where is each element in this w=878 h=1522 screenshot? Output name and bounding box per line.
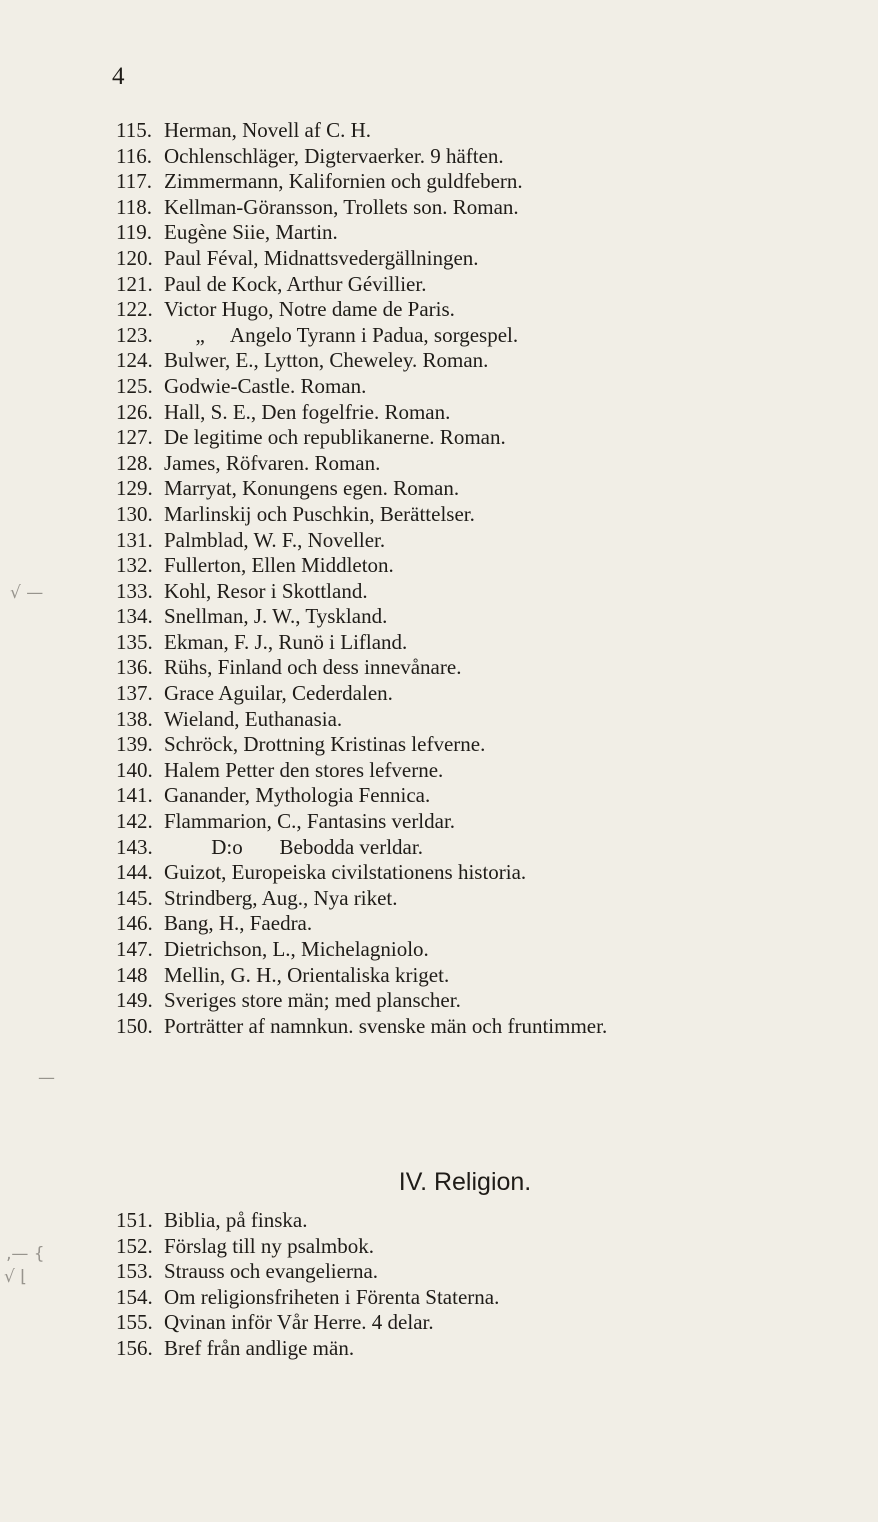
catalog-entry bbox=[0, 579, 878, 605]
entry-title: Zimmermann, Kalifornien och guldfebern. bbox=[164, 169, 523, 194]
catalog-entry bbox=[0, 476, 878, 502]
entry-title: Herman, Novell af C. H. bbox=[164, 118, 372, 142]
margin-mark: — bbox=[38, 1068, 55, 1088]
entry-number: 126. bbox=[116, 399, 153, 424]
entry-title: Bulwer, E., Lytton, Cheweley. Roman. bbox=[164, 348, 489, 373]
entry-title: Biblia, på finska. bbox=[164, 1208, 308, 1232]
catalog-entry bbox=[0, 272, 878, 298]
entry-title: Guizot, Europeiska civilstationens historia. bbox=[164, 860, 527, 885]
entry-number: 138. bbox=[116, 706, 153, 731]
catalog-entry bbox=[0, 323, 878, 349]
entry-number: 143. bbox=[116, 834, 153, 859]
entry-title: Qvinan inför Vår Herre. 4 delar. bbox=[164, 1310, 434, 1335]
catalog-entry bbox=[0, 1014, 878, 1040]
catalog-entry bbox=[0, 374, 878, 400]
entry-number: 148 bbox=[116, 962, 148, 987]
entry-title: Om religionsfriheten i Förenta Staterna. bbox=[164, 1284, 500, 1309]
catalog-entry bbox=[0, 118, 878, 144]
entry-title: Paul Féval, Midnattsvedergällningen. bbox=[164, 245, 479, 270]
catalog-entry bbox=[0, 553, 878, 579]
catalog-entry bbox=[0, 348, 878, 374]
entry-title: Sveriges store män; med planscher. bbox=[164, 988, 461, 1013]
catalog-entry bbox=[0, 195, 878, 221]
entry-number: 145. bbox=[116, 885, 153, 910]
entry-title: Godwie-Castle. Roman. bbox=[164, 373, 367, 398]
entry-number: 123. bbox=[116, 322, 153, 347]
entry-title: Kohl, Resor i Skottland. bbox=[164, 578, 368, 603]
catalog-entry bbox=[0, 783, 878, 809]
page-number: 4 bbox=[112, 63, 125, 90]
entry-number: 142. bbox=[116, 809, 153, 834]
entry-title: James, Röfvaren. Roman. bbox=[164, 450, 381, 475]
entry-number: 127. bbox=[116, 425, 153, 450]
entry-title: Schröck, Drottning Kristinas lefverne. bbox=[164, 732, 486, 757]
entry-number: 135. bbox=[116, 629, 153, 654]
entry-number: 134. bbox=[116, 604, 153, 629]
catalog-entry bbox=[0, 451, 878, 477]
entry-number: 147. bbox=[116, 937, 153, 961]
entry-number: 125. bbox=[116, 373, 153, 398]
entry-title: Förslag till ny psalmbok. bbox=[164, 1233, 374, 1258]
entry-number: 141. bbox=[116, 783, 153, 808]
catalog-list-novels bbox=[0, 118, 878, 1039]
catalog-entry bbox=[0, 144, 878, 170]
entry-title: Strindberg, Aug., Nya riket. bbox=[164, 885, 398, 910]
catalog-entry bbox=[0, 246, 878, 272]
entry-number: 129. bbox=[116, 476, 153, 501]
entry-number: 144. bbox=[116, 860, 153, 885]
section-heading-religion: IV. Religion. bbox=[398, 1168, 532, 1196]
catalog-entry bbox=[0, 604, 878, 630]
catalog-entry bbox=[0, 220, 878, 246]
entry-title: Ganander, Mythologia Fennica. bbox=[164, 783, 431, 808]
entry-title: Eugène Siie, Martin. bbox=[164, 220, 338, 245]
entry-title: Marlinskij och Puschkin, Berättelser. bbox=[164, 501, 475, 526]
entry-number: 133. bbox=[116, 578, 153, 603]
entry-number: 132. bbox=[116, 553, 153, 578]
entry-title: Bref från andlige män. bbox=[164, 1335, 355, 1360]
margin-mark: ‚— { bbox=[6, 1244, 45, 1264]
entry-number: 154. bbox=[116, 1284, 153, 1309]
catalog-entry bbox=[0, 297, 878, 323]
catalog-entry bbox=[0, 502, 878, 528]
catalog-entry bbox=[0, 1259, 878, 1285]
entry-number: 152. bbox=[116, 1233, 153, 1258]
catalog-entry bbox=[0, 758, 878, 784]
entry-title: Dietrichson, L., Michelagniolo. bbox=[164, 937, 429, 961]
entry-title: Marryat, Konungens egen. Roman. bbox=[164, 476, 460, 501]
entry-title: Ochlenschläger, Digtervaerker. 9 häften. bbox=[164, 143, 504, 168]
catalog-entry bbox=[0, 835, 878, 861]
entry-number: 116. bbox=[116, 143, 152, 168]
margin-mark: √ ⌊ bbox=[4, 1267, 27, 1287]
entry-number: 118. bbox=[116, 194, 152, 219]
entry-number: 122. bbox=[116, 297, 153, 322]
catalog-entry bbox=[0, 425, 878, 451]
entry-title: Halem Petter den stores lefverne. bbox=[164, 757, 444, 782]
entry-title: D:o Bebodda verldar. bbox=[164, 834, 423, 859]
entry-title: Bang, H., Faedra. bbox=[164, 911, 313, 936]
catalog-entry bbox=[0, 1208, 878, 1234]
entry-title: Rühs, Finland och dess innevånare. bbox=[164, 655, 462, 680]
entry-title: „ Angelo Tyrann i Padua, sorgespel. bbox=[164, 322, 519, 347]
entry-title: Palmblad, W. F., Noveller. bbox=[164, 527, 386, 552]
entry-number: 131. bbox=[116, 527, 153, 552]
entry-number: 130. bbox=[116, 501, 153, 526]
catalog-entry bbox=[0, 963, 878, 989]
entry-number: 155. bbox=[116, 1310, 153, 1335]
entry-title: Kellman-Göransson, Trollets son. Roman. bbox=[164, 194, 519, 219]
entry-number: 156. bbox=[116, 1335, 153, 1360]
entry-number: 140. bbox=[116, 757, 153, 782]
catalog-entry bbox=[0, 988, 878, 1014]
catalog-entry bbox=[0, 655, 878, 681]
catalog-entry bbox=[0, 528, 878, 554]
catalog-entry bbox=[0, 732, 878, 758]
entry-title: Hall, S. E., Den fogelfrie. Roman. bbox=[164, 399, 451, 424]
catalog-entry bbox=[0, 169, 878, 195]
entry-title: Wieland, Euthanasia. bbox=[164, 706, 343, 731]
catalog-entry bbox=[0, 860, 878, 886]
entry-number: 150. bbox=[116, 1013, 153, 1038]
entry-number: 119. bbox=[116, 220, 152, 245]
margin-mark: √ — bbox=[10, 583, 44, 603]
entry-title: Paul de Kock, Arthur Gévillier. bbox=[164, 271, 427, 296]
catalog-list-religion bbox=[0, 1208, 878, 1362]
catalog-entry bbox=[0, 1285, 878, 1311]
entry-title: Ekman, F. J., Runö i Lifland. bbox=[164, 629, 408, 654]
entry-title: Victor Hugo, Notre dame de Paris. bbox=[164, 297, 455, 322]
catalog-entry bbox=[0, 630, 878, 656]
entry-number: 128. bbox=[116, 450, 153, 475]
catalog-entry bbox=[0, 707, 878, 733]
entry-title: Strauss och evangelierna. bbox=[164, 1259, 379, 1284]
entry-title: Flammarion, C., Fantasins verldar. bbox=[164, 809, 456, 834]
entry-number: 139. bbox=[116, 732, 153, 757]
entry-title: De legitime och republikanerne. Roman. bbox=[164, 425, 506, 450]
catalog-entry bbox=[0, 886, 878, 912]
entry-number: 153. bbox=[116, 1259, 153, 1284]
entry-number: 120. bbox=[116, 245, 153, 270]
entry-number: 117. bbox=[116, 169, 152, 194]
entry-number: 124. bbox=[116, 348, 153, 373]
catalog-entry bbox=[0, 1310, 878, 1336]
entry-number: 136. bbox=[116, 655, 153, 680]
catalog-entry bbox=[0, 809, 878, 835]
entry-title: Grace Aguilar, Cederdalen. bbox=[164, 681, 393, 706]
entry-number: 121. bbox=[116, 271, 153, 296]
entry-number: 151. bbox=[116, 1208, 153, 1232]
catalog-entry bbox=[0, 400, 878, 426]
entry-title: Mellin, G. H., Orientaliska kriget. bbox=[164, 962, 450, 987]
entry-number: 149. bbox=[116, 988, 153, 1013]
entry-number: 137. bbox=[116, 681, 153, 706]
entry-title: Porträtter af namnkun. svenske män och fruntimmer. bbox=[164, 1013, 608, 1038]
entry-title: Snellman, J. W., Tyskland. bbox=[164, 604, 388, 629]
catalog-entry bbox=[0, 937, 878, 963]
entry-number: 146. bbox=[116, 911, 153, 936]
catalog-entry bbox=[0, 911, 878, 937]
entry-title: Fullerton, Ellen Middleton. bbox=[164, 553, 394, 578]
catalog-entry bbox=[0, 1336, 878, 1362]
entry-number: 115. bbox=[116, 118, 152, 142]
catalog-entry bbox=[0, 681, 878, 707]
catalog-entry bbox=[0, 1234, 878, 1260]
